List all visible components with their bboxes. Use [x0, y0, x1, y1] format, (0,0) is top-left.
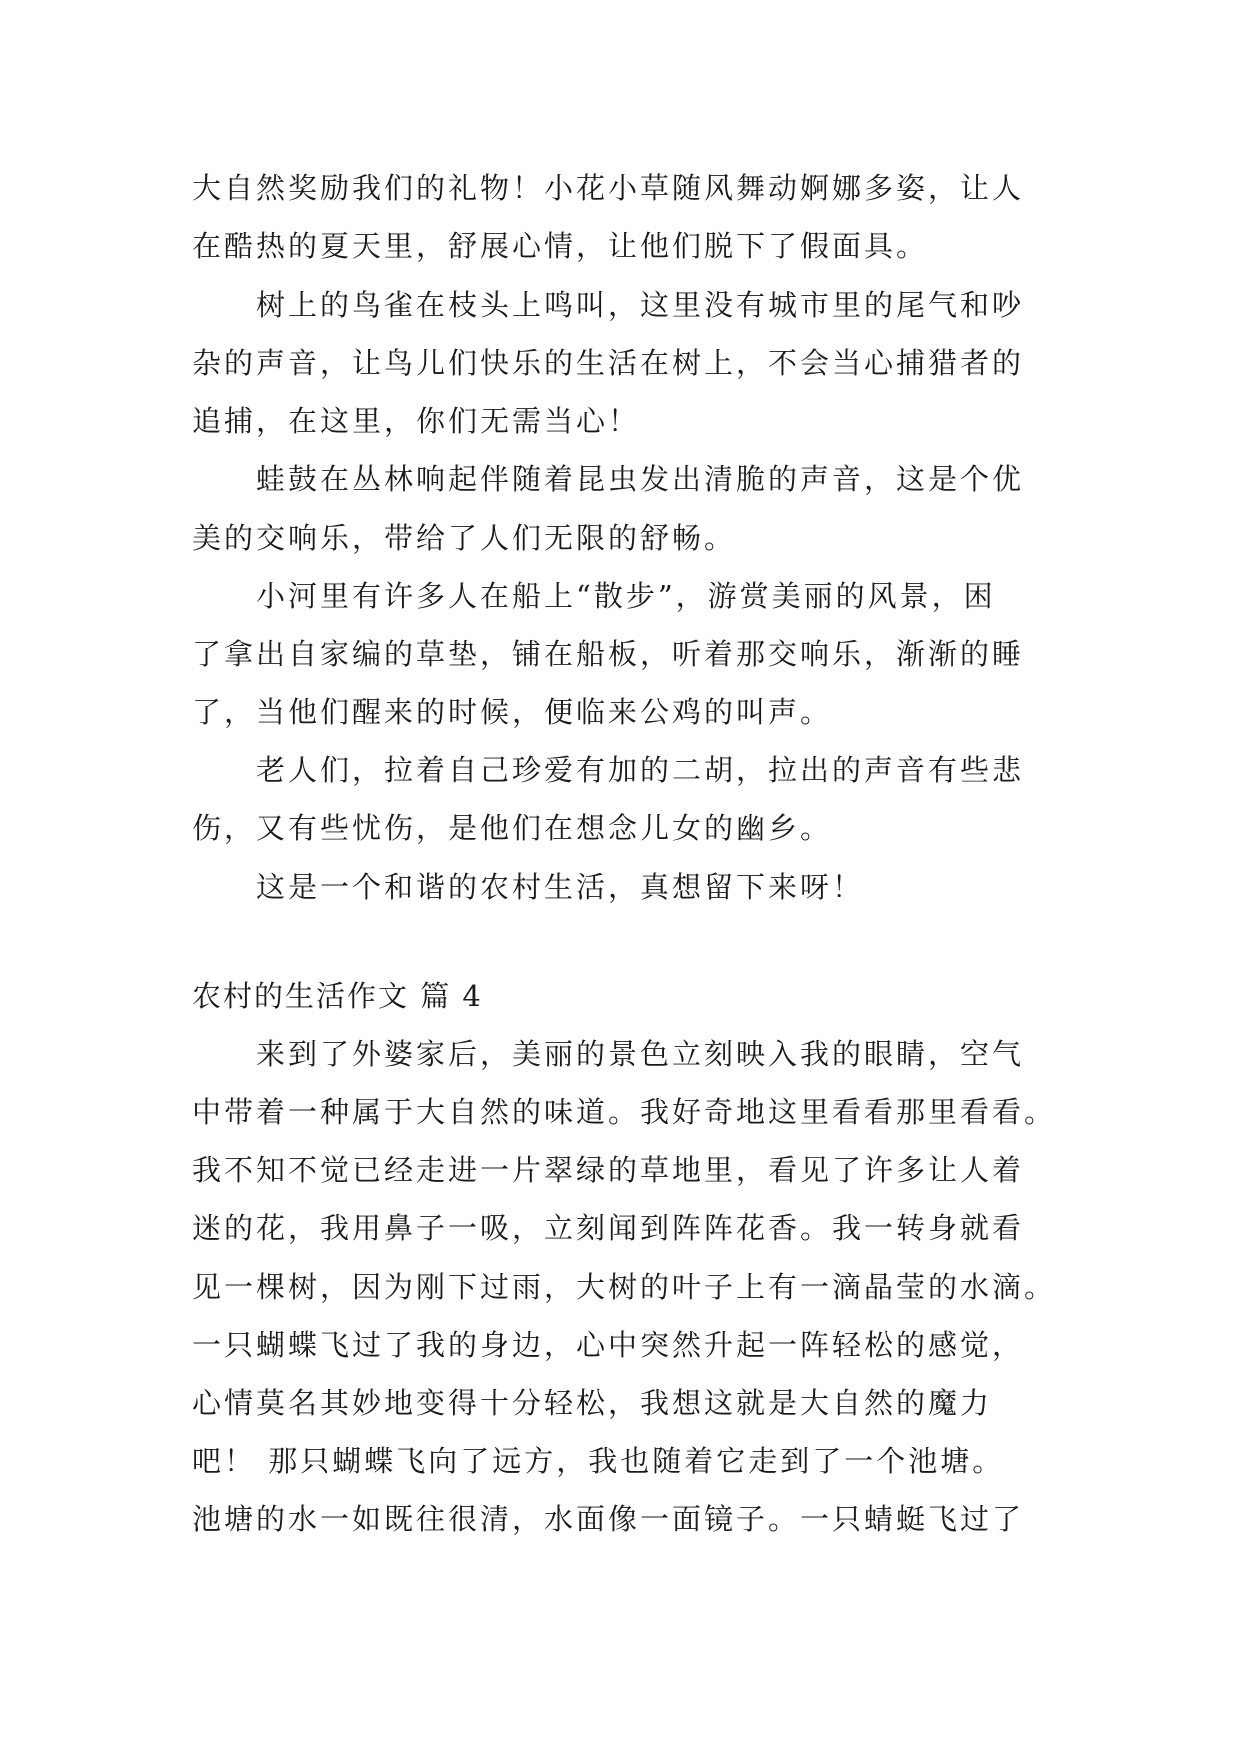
paragraph-line: 伤，又有些忧伤，是他们在想念儿女的幽乡。 [192, 811, 833, 845]
paragraph-line: 一只蝴蝶飞过了我的身边，心中突然升起一阵轻松的感觉， [192, 1328, 1025, 1362]
section-heading: 农村的生活作文 篇 4 [192, 979, 483, 1013]
paragraph-line: 了拿出自家编的草垫，铺在船板，听着那交响乐，渐渐的睡 [192, 637, 1025, 671]
paragraph-line: 这是一个和谐的农村生活，真想留下来呀！ [256, 870, 865, 904]
paragraph-line: 来到了外婆家后，美丽的景色立刻映入我的眼睛，空气 [256, 1037, 1025, 1071]
paragraph-line: 吧！ 那只蝴蝶飞向了远方，我也随着它走到了一个池塘。 [192, 1444, 1005, 1478]
paragraph-line: 我不知不觉已经走进一片翠绿的草地里，看见了许多让人着 [192, 1153, 1025, 1187]
paragraph-line: 小河里有许多人在船上“散步”，游赏美丽的风景，困 [256, 579, 996, 613]
paragraph-line: 见一棵树，因为刚下过雨，大树的叶子上有一滴晶莹的水滴。 [192, 1270, 1057, 1304]
paragraph-line: 大自然奖励我们的礼物！小花小草随风舞动婀娜多姿，让人 [192, 171, 1025, 205]
paragraph-line: 杂的声音，让鸟儿们快乐的生活在树上，不会当心捕猎者的 [192, 346, 1025, 380]
paragraph-line: 老人们，拉着自己珍爱有加的二胡，拉出的声音有些悲 [256, 753, 1025, 787]
paragraph-line: 美的交响乐，带给了人们无限的舒畅。 [192, 521, 737, 555]
paragraph-line: 蛙鼓在丛林响起伴随着昆虫发出清脆的声音，这是个优 [256, 462, 1025, 496]
paragraph-line: 池塘的水一如既往很清，水面像一面镜子。一只蜻蜓飞过了 [192, 1502, 1025, 1536]
paragraph-line: 在酷热的夏天里，舒展心情，让他们脱下了假面具。 [192, 229, 929, 263]
paragraph-line: 树上的鸟雀在枝头上鸣叫，这里没有城市里的尾气和吵 [256, 288, 1025, 322]
paragraph-line: 了，当他们醒来的时候，便临来公鸡的叫声。 [192, 695, 833, 729]
paragraph-line: 迷的花，我用鼻子一吸，立刻闻到阵阵花香。我一转身就看 [192, 1211, 1025, 1245]
paragraph-line: 中带着一种属于大自然的味道。我好奇地这里看看那里看看。 [192, 1095, 1057, 1129]
paragraph-line: 心情莫名其妙地变得十分轻松，我想这就是大自然的魔力 [192, 1386, 993, 1420]
document-body [192, 0, 1057, 1754]
paragraph-line: 追捕，在这里，你们无需当心！ [192, 404, 641, 438]
